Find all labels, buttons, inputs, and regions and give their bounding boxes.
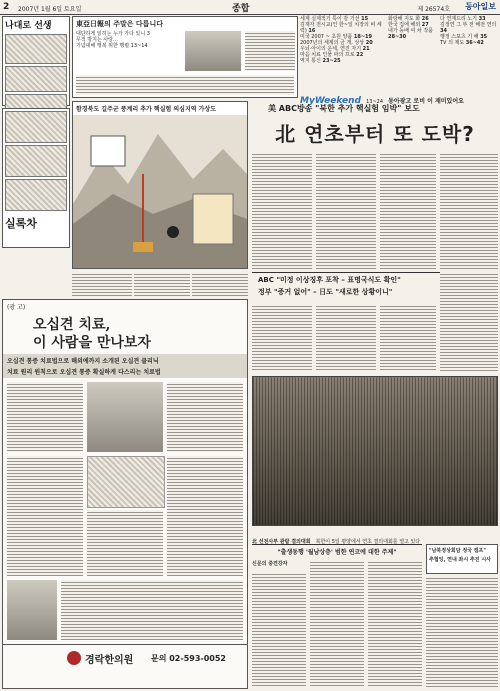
- comic-title: 나대로 선생: [5, 21, 52, 31]
- contents-item: 한국 집에 해외 27: [388, 22, 429, 28]
- weekend-promo-box: [72, 16, 298, 98]
- promo-list: [76, 31, 176, 49]
- promo-text: [245, 31, 295, 71]
- clinic-advertisement: [2, 299, 248, 689]
- contents-item: 마음 치료 인물 파의 프로 22: [300, 52, 364, 58]
- body-column: [440, 272, 498, 372]
- ad-footer: [3, 644, 247, 685]
- contents-item: 행정 스포츠 기 해 35: [440, 34, 488, 40]
- page-number: 2: [3, 2, 10, 12]
- comic-panel: [5, 34, 67, 64]
- main-kicker: 美 ABC방송 "북한 추가 핵실험 임박" 보도: [268, 104, 420, 113]
- ad-text: [167, 456, 243, 576]
- mountain-illustration: [73, 114, 247, 268]
- comic-panel: [5, 66, 67, 92]
- doctor-photo: [7, 580, 57, 640]
- photo-caption: [252, 528, 498, 545]
- contents-item: 2007년의 세계의 금 개, 상상 20: [300, 40, 373, 46]
- promo-body: [76, 75, 294, 95]
- rally-photo: [252, 376, 498, 526]
- map-title: 함경북도 길주군 풍계리 추가 핵실험 의심지역 가상도: [73, 102, 247, 115]
- contents-item: 우뇌·아이의 운세, 연진 자기 21: [300, 46, 370, 52]
- sub-headline-1: ABC "미정 이상징후 포착 – 표명국식도 확인": [258, 276, 401, 284]
- body-column: [368, 560, 422, 688]
- bottom-byline: 신문의 중견강자: [252, 561, 288, 567]
- promo-title: 東亞日報의 주말은 다릅니다: [76, 20, 163, 28]
- weekend-tagline: 동아광고 로비 이 재미있어요: [388, 98, 464, 105]
- contents-item: 세계 실제적기 특이 감 기선 15: [300, 16, 369, 22]
- contents-col-2: [388, 16, 438, 40]
- side-story-header: [426, 544, 498, 574]
- comic-panel: [5, 145, 67, 177]
- contents-item: 미국 2007 ~ 초원 양품 18~19: [300, 34, 372, 40]
- contents-item: 내가 동배 여 차 작품 28~30: [388, 28, 433, 40]
- side-sub: 추협잉, 연내 좌시 추진 시사: [429, 557, 491, 563]
- contents-col-1: [300, 16, 386, 64]
- weekend-logo: MyWeekend: [300, 96, 362, 106]
- contents-item: 역지 통신 23~25: [300, 58, 341, 64]
- test-site-map: [72, 101, 248, 269]
- main-headline: 北 연초부터 또 도박?: [275, 122, 475, 146]
- ad-sub-2: 치료 원리 원칙으로 오십견 통증 확실하게 다스리는 치료법: [7, 369, 161, 376]
- body-column: [134, 272, 190, 297]
- contents-item: 김정연 그 부 전 해전 연의 34: [440, 22, 497, 34]
- ad-headline-1: 오십견 치료,: [33, 317, 111, 333]
- bottom-headline: "출생동행 '월남상층' 범한 연코에 대한 주제": [252, 544, 422, 559]
- comic-strip-1: [2, 16, 70, 106]
- promo-photo: [185, 31, 241, 71]
- body-column: [192, 272, 248, 297]
- ad-text: [61, 580, 243, 640]
- comic2-title: 실록차: [5, 217, 37, 230]
- ad-text: [7, 456, 83, 576]
- comic-panel: [5, 111, 67, 143]
- sub-headline-2: 정부 "증거 없어" – 日도 "새로한 상황이니": [258, 288, 393, 296]
- page-header: [0, 0, 500, 15]
- contents-index: [300, 16, 498, 106]
- weekend-banner: [300, 88, 498, 106]
- ad-photo: [87, 382, 163, 452]
- section-name: 종합: [232, 4, 250, 14]
- ad-text: [167, 382, 243, 452]
- contents-item: 다 연재드리 노기 33: [440, 16, 486, 22]
- body-column: [316, 152, 376, 270]
- body-column: [310, 560, 364, 688]
- comic-strip-2: [2, 108, 70, 248]
- body-column: [440, 152, 498, 270]
- promo-row: 대단하게 읽히는 누가 가다 있니 3: [76, 31, 150, 37]
- promo-row: 무적 방지는 사랑…: [76, 37, 118, 43]
- clinic-logo-icon: [67, 651, 81, 665]
- comic-panel: [5, 179, 67, 211]
- side-headline: "남북정상회담 정국 캠프": [429, 548, 486, 554]
- body-column: [252, 304, 312, 372]
- ad-sub-band: [3, 354, 247, 378]
- contents-item: TV 의 제도 36~42: [440, 40, 484, 46]
- body-column: [380, 304, 436, 372]
- ad-kicker: (광 고): [7, 304, 26, 311]
- ad-sub-1: 오십견 통증 치료법으로 해외에까지 소개된 오십견 클리닉: [7, 358, 159, 365]
- newspaper-logo: 동아일보: [465, 2, 496, 11]
- body-column: [252, 152, 312, 270]
- contents-item: 화랑해 지도 화 26: [388, 16, 429, 22]
- body-column: [316, 304, 376, 372]
- date: 2007년 1월 6일 토요일: [18, 6, 82, 13]
- ad-illustration: [87, 456, 165, 508]
- body-column: [252, 572, 306, 688]
- ad-headline-2: 이 사람을 만나보자: [33, 335, 151, 351]
- ad-text: [7, 382, 83, 452]
- clinic-name: 경락한의원: [85, 655, 134, 666]
- caption-title: 北 선전사부 관람 결의대회: [252, 539, 311, 545]
- weekend-pages: 13~24: [366, 99, 384, 105]
- issue-number: 제 26574호: [417, 6, 450, 13]
- caption-text: 북한이 5일 평양에서 연초 결의대회를 열고 있다: [315, 539, 421, 545]
- body-column: [380, 152, 436, 270]
- contents-col-3: [440, 16, 498, 46]
- ad-text: [87, 510, 163, 576]
- clinic-phone: 문의 02-593-0052: [151, 654, 226, 663]
- body-column: [426, 576, 498, 688]
- contents-item: 김재자 전시교(인 한~일 치장의 비 세력) 16: [300, 22, 382, 34]
- body-column: [72, 272, 132, 297]
- promo-row: 기념대해 행복 위한 행렬 13~14: [76, 43, 148, 49]
